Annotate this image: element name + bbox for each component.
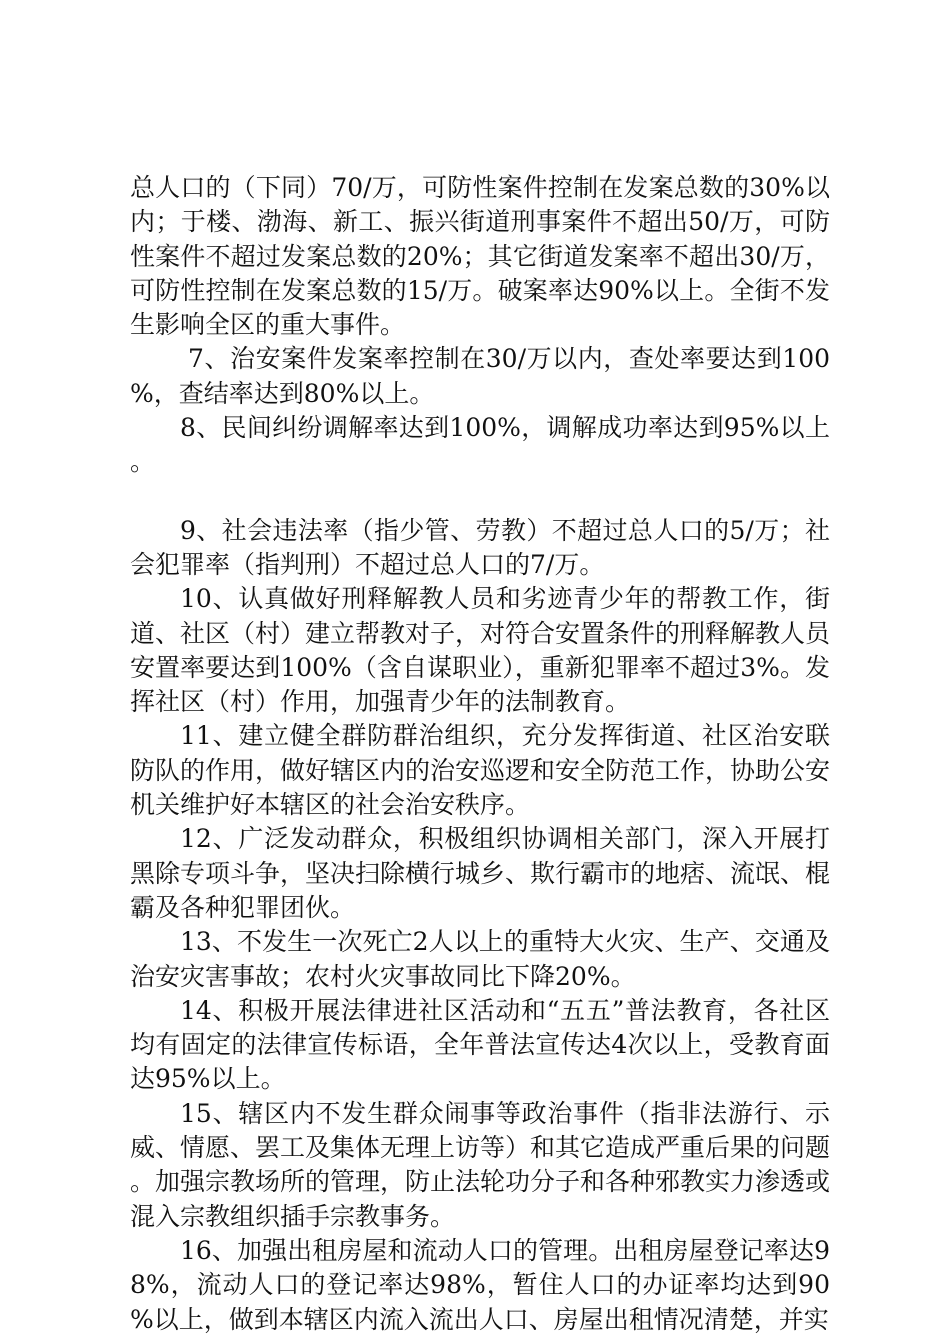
paragraph-crime-targets: 总人口的（下同）70/万，可防性案件控制在发案总数的30%以内；于楼、渤海、新工、振兴街道刑事案件不超出50/万，可防性案件不超过发案总数的20%；其它街道发案率不超出30/万，可防性控制在发案总数的15/万。破案率达90%以上。全街不发生影响全区的重大事件。 xyxy=(130,173,830,340)
paragraph-item-8: 8、民间纠纷调解率达到100%，调解成功率达到95%以上。 xyxy=(130,413,830,477)
paragraph-item-15: 15、辖区内不发生群众闹事等政治事件（指非法游行、示威、情愿、罢工及集体无理上访等）和其它造成严重后果的问题。加强宗教场所的管理，防止法轮功分子和各种邪教实力渗透或混入宗教组织插手宗教事务。 xyxy=(130,1098,831,1231)
document-page xyxy=(130,171,830,1337)
paragraph-item-14: 14、积极开展法律进社区活动和“五五”普法教育，各社区均有固定的法律宣传标语，全年普法宣传达4次以上，受教育面达95%以上。 xyxy=(130,995,830,1094)
paragraph-item-13: 13、不发生一次死亡2人以上的重特大火灾、生产、交通及治安灾害事故；农村火灾事故同比下降20%。 xyxy=(130,927,830,991)
paragraph-item-16: 16、加强出租房屋和流动人口的管理。出租房屋登记率达98%，流动人口的登记率达98%，暂住人口的办证率均达到90%以上，做到本辖区内流入流出人口、房屋出租情况清楚，并实 xyxy=(130,1235,830,1334)
paragraph-item-11: 11、建立健全群防群治组织，充分发挥街道、社区治安联防队的作用，做好辖区内的治安巡逻和安全防范工作，协助公安机关维护好本辖区的社会治安秩序。 xyxy=(130,721,831,820)
paragraph-item-10: 10、认真做好刑释解教人员和劣迹青少年的帮教工作，街道、社区（村）建立帮教对子，对符合安置条件的刑释解教人员安置率要达到100%（含自谋职业），重新犯罪率不超过3%。发挥社区（村）作用，加强青少年的法制教育。 xyxy=(130,584,831,717)
paragraph-item-9: 9、社会违法率（指少管、劳教）不超过总人口的5/万；社会犯罪率（指判刑）不超过总人口的7/万。 xyxy=(130,515,830,579)
paragraph-item-7: 7、治安案件发案率控制在30/万以内，查处率要达到100%，查结率达到80%以上。 xyxy=(130,344,830,408)
paragraph-item-12: 12、广泛发动群众，积极组织协调相关部门，深入开展打黑除专项斗争，坚决扫除横行城乡、欺行霸市的地痞、流氓、棍霸及各种犯罪团伙。 xyxy=(130,824,831,922)
